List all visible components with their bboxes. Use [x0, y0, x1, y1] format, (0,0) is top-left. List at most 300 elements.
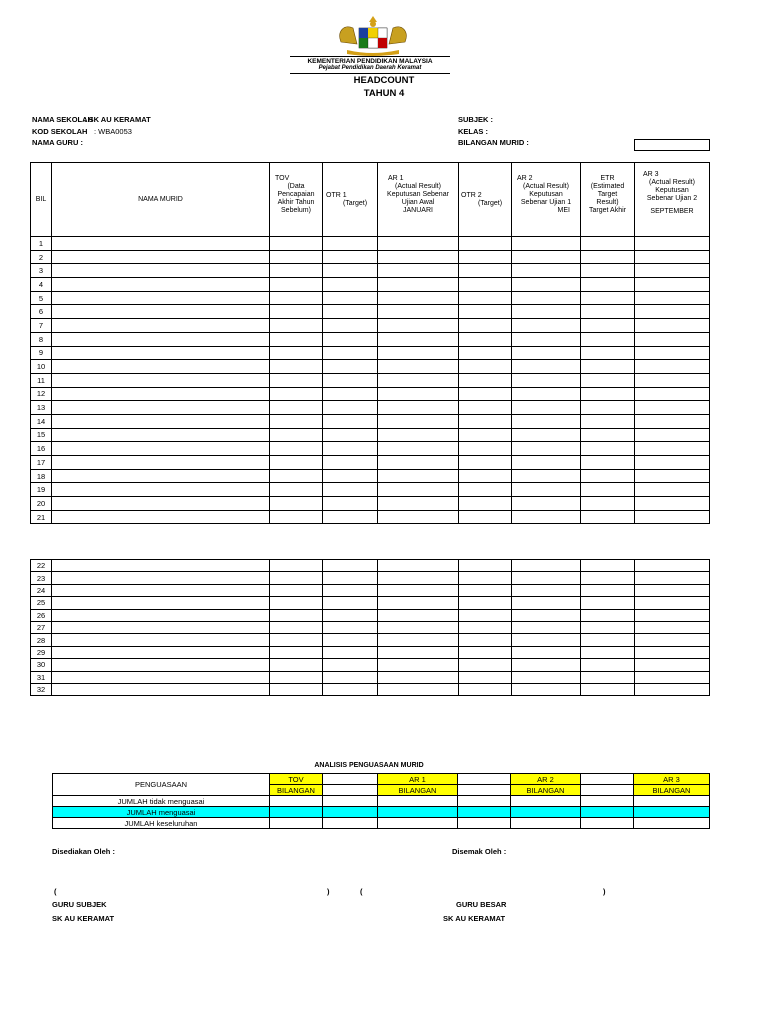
score-cell[interactable] [512, 634, 581, 646]
score-cell[interactable] [512, 497, 581, 511]
score-cell[interactable] [323, 609, 378, 621]
score-cell[interactable] [270, 584, 323, 596]
score-cell[interactable] [459, 469, 512, 483]
analysis-cell[interactable] [270, 796, 323, 807]
score-cell[interactable] [635, 428, 710, 442]
score-cell[interactable] [459, 609, 512, 621]
headcount-table-a [30, 162, 710, 524]
student-name-cell[interactable] [52, 621, 270, 633]
score-cell[interactable] [378, 497, 459, 511]
score-cell[interactable] [270, 428, 323, 442]
table-row [31, 584, 710, 596]
score-cell[interactable] [270, 346, 323, 360]
student-name-cell[interactable] [52, 646, 270, 658]
score-cell[interactable] [512, 291, 581, 305]
score-cell[interactable] [581, 597, 635, 609]
score-cell[interactable] [459, 346, 512, 360]
score-cell[interactable] [635, 560, 710, 572]
score-cell[interactable] [635, 442, 710, 456]
student-name-cell[interactable] [52, 497, 270, 511]
score-cell[interactable] [459, 414, 512, 428]
score-cell[interactable] [512, 469, 581, 483]
score-cell[interactable] [459, 659, 512, 671]
student-name-cell[interactable] [52, 510, 270, 524]
score-cell[interactable] [459, 497, 512, 511]
score-cell[interactable] [581, 671, 635, 683]
score-cell[interactable] [270, 483, 323, 497]
score-cell[interactable] [635, 346, 710, 360]
score-cell[interactable] [635, 497, 710, 511]
score-cell[interactable] [512, 442, 581, 456]
score-cell[interactable] [635, 387, 710, 401]
score-cell[interactable] [581, 609, 635, 621]
student-count-field[interactable] [634, 139, 710, 151]
score-cell[interactable] [512, 250, 581, 264]
score-cell[interactable] [270, 237, 323, 251]
score-cell[interactable] [581, 456, 635, 470]
score-cell[interactable] [459, 428, 512, 442]
score-cell[interactable] [581, 497, 635, 511]
student-name-cell[interactable] [52, 671, 270, 683]
score-cell[interactable] [512, 609, 581, 621]
score-cell[interactable] [581, 646, 635, 658]
score-cell[interactable] [378, 250, 459, 264]
score-cell[interactable] [270, 510, 323, 524]
analysis-cell[interactable] [378, 807, 458, 818]
analysis-cell[interactable] [378, 796, 458, 807]
student-name-cell[interactable] [52, 597, 270, 609]
score-cell[interactable] [512, 346, 581, 360]
score-cell[interactable] [459, 510, 512, 524]
student-name-cell[interactable] [52, 401, 270, 415]
score-cell[interactable] [459, 560, 512, 572]
analysis-cell[interactable] [458, 774, 511, 785]
score-cell[interactable] [581, 414, 635, 428]
score-cell[interactable] [581, 621, 635, 633]
student-name-cell[interactable] [52, 560, 270, 572]
score-cell[interactable] [378, 560, 459, 572]
analysis-cell[interactable] [634, 818, 710, 829]
score-cell[interactable] [378, 510, 459, 524]
score-cell[interactable] [270, 597, 323, 609]
score-cell[interactable] [323, 634, 378, 646]
score-cell[interactable] [378, 584, 459, 596]
col-otr1-line: (Target) [342, 199, 368, 207]
score-cell[interactable] [635, 634, 710, 646]
score-cell[interactable] [378, 278, 459, 292]
score-cell[interactable] [270, 621, 323, 633]
score-cell[interactable] [270, 278, 323, 292]
student-name-cell[interactable] [52, 584, 270, 596]
score-cell[interactable] [512, 387, 581, 401]
score-cell[interactable] [635, 305, 710, 319]
score-cell[interactable] [635, 264, 710, 278]
student-name-cell[interactable] [52, 237, 270, 251]
score-cell[interactable] [323, 597, 378, 609]
analysis-cell[interactable] [323, 818, 378, 829]
score-cell[interactable] [323, 560, 378, 572]
score-cell[interactable] [323, 360, 378, 374]
score-cell[interactable] [635, 621, 710, 633]
score-cell[interactable] [270, 414, 323, 428]
score-cell[interactable] [581, 250, 635, 264]
score-cell[interactable] [378, 387, 459, 401]
score-cell[interactable] [512, 360, 581, 374]
score-cell[interactable] [635, 659, 710, 671]
score-cell[interactable] [378, 609, 459, 621]
score-cell[interactable] [378, 346, 459, 360]
score-cell[interactable] [323, 305, 378, 319]
score-cell[interactable] [581, 634, 635, 646]
score-cell[interactable] [323, 659, 378, 671]
score-cell[interactable] [635, 401, 710, 415]
score-cell[interactable] [378, 442, 459, 456]
score-cell[interactable] [512, 572, 581, 584]
score-cell[interactable] [378, 683, 459, 695]
score-cell[interactable] [270, 634, 323, 646]
score-cell[interactable] [581, 442, 635, 456]
score-cell[interactable] [635, 373, 710, 387]
score-cell[interactable] [323, 346, 378, 360]
analysis-cell[interactable] [511, 796, 581, 807]
score-cell[interactable] [459, 646, 512, 658]
score-cell[interactable] [512, 278, 581, 292]
analysis-cell[interactable] [323, 807, 378, 818]
score-cell[interactable] [270, 609, 323, 621]
analysis-cell[interactable] [323, 796, 378, 807]
score-cell[interactable] [323, 237, 378, 251]
score-cell[interactable] [459, 305, 512, 319]
score-cell[interactable] [459, 373, 512, 387]
score-cell[interactable] [581, 659, 635, 671]
analysis-cell[interactable] [323, 774, 378, 785]
score-cell[interactable] [635, 646, 710, 658]
score-cell[interactable] [512, 659, 581, 671]
score-cell[interactable] [459, 250, 512, 264]
score-cell[interactable] [635, 250, 710, 264]
score-cell[interactable] [459, 483, 512, 497]
score-cell[interactable] [512, 319, 581, 333]
score-cell[interactable] [378, 469, 459, 483]
score-cell[interactable] [635, 469, 710, 483]
student-name-cell[interactable] [52, 305, 270, 319]
score-cell[interactable] [270, 442, 323, 456]
score-cell[interactable] [270, 401, 323, 415]
score-cell[interactable] [270, 305, 323, 319]
student-name-cell[interactable] [52, 428, 270, 442]
score-cell[interactable] [378, 414, 459, 428]
score-cell[interactable] [581, 428, 635, 442]
student-name-cell[interactable] [52, 387, 270, 401]
student-name-cell[interactable] [52, 291, 270, 305]
score-cell[interactable] [378, 428, 459, 442]
score-cell[interactable] [459, 278, 512, 292]
student-name-cell[interactable] [52, 319, 270, 333]
score-cell[interactable] [378, 646, 459, 658]
score-cell[interactable] [378, 621, 459, 633]
score-cell[interactable] [581, 469, 635, 483]
score-cell[interactable] [581, 264, 635, 278]
analysis-cell[interactable] [270, 818, 323, 829]
page-title: HEADCOUNT [353, 75, 415, 86]
score-cell[interactable] [581, 373, 635, 387]
analysis-cell[interactable] [581, 774, 634, 785]
col-tov-line: (Data [287, 183, 305, 190]
score-cell[interactable] [323, 428, 378, 442]
score-cell[interactable] [635, 291, 710, 305]
analysis-cell[interactable] [458, 785, 511, 796]
score-cell[interactable] [323, 683, 378, 695]
student-name-cell[interactable] [52, 360, 270, 374]
student-name-cell[interactable] [52, 572, 270, 584]
analysis-cell[interactable] [458, 796, 511, 807]
analysis-cell[interactable] [511, 818, 581, 829]
analysis-cell[interactable] [270, 807, 323, 818]
score-cell[interactable] [459, 360, 512, 374]
score-cell[interactable] [512, 456, 581, 470]
score-cell[interactable] [459, 332, 512, 346]
score-cell[interactable] [323, 387, 378, 401]
student-name-cell[interactable] [52, 346, 270, 360]
score-cell[interactable] [323, 572, 378, 584]
score-cell[interactable] [635, 456, 710, 470]
score-cell[interactable] [378, 305, 459, 319]
score-cell[interactable] [581, 305, 635, 319]
page-subtitle: TAHUN 4 [363, 88, 405, 99]
score-cell[interactable] [270, 373, 323, 387]
score-cell[interactable] [512, 584, 581, 596]
score-cell[interactable] [323, 483, 378, 497]
score-cell[interactable] [378, 332, 459, 346]
score-cell[interactable] [512, 305, 581, 319]
score-cell[interactable] [512, 646, 581, 658]
student-name-cell[interactable] [52, 264, 270, 278]
analysis-cell[interactable] [581, 818, 634, 829]
analysis-cell[interactable] [378, 818, 458, 829]
score-cell[interactable] [459, 683, 512, 695]
score-cell[interactable] [323, 264, 378, 278]
score-cell[interactable] [323, 332, 378, 346]
score-cell[interactable] [635, 572, 710, 584]
score-cell[interactable] [323, 510, 378, 524]
score-cell[interactable] [378, 634, 459, 646]
score-cell[interactable] [270, 456, 323, 470]
analysis-cell[interactable] [634, 796, 710, 807]
score-cell[interactable] [270, 360, 323, 374]
score-cell[interactable] [270, 497, 323, 511]
score-cell[interactable] [512, 264, 581, 278]
score-cell[interactable] [323, 646, 378, 658]
score-cell[interactable] [512, 683, 581, 695]
score-cell[interactable] [459, 621, 512, 633]
score-cell[interactable] [581, 560, 635, 572]
score-cell[interactable] [270, 469, 323, 483]
score-cell[interactable] [459, 237, 512, 251]
score-cell[interactable] [581, 510, 635, 524]
score-cell[interactable] [270, 250, 323, 264]
score-cell[interactable] [459, 597, 512, 609]
score-cell[interactable] [378, 237, 459, 251]
score-cell[interactable] [270, 683, 323, 695]
score-cell[interactable] [459, 671, 512, 683]
score-cell[interactable] [459, 572, 512, 584]
score-cell[interactable] [378, 671, 459, 683]
score-cell[interactable] [323, 373, 378, 387]
score-cell[interactable] [635, 360, 710, 374]
score-cell[interactable] [581, 683, 635, 695]
analysis-cell[interactable] [511, 807, 581, 818]
student-name-cell[interactable] [52, 659, 270, 671]
score-cell[interactable] [512, 483, 581, 497]
score-cell[interactable] [378, 483, 459, 497]
score-cell[interactable] [459, 387, 512, 401]
score-cell[interactable] [323, 584, 378, 596]
score-cell[interactable] [459, 291, 512, 305]
score-cell[interactable] [378, 456, 459, 470]
score-cell[interactable] [459, 319, 512, 333]
analysis-cell[interactable] [581, 807, 634, 818]
student-name-cell[interactable] [52, 332, 270, 346]
score-cell[interactable] [581, 483, 635, 497]
score-cell[interactable] [635, 671, 710, 683]
score-cell[interactable] [323, 401, 378, 415]
score-cell[interactable] [512, 510, 581, 524]
score-cell[interactable] [270, 671, 323, 683]
score-cell[interactable] [581, 572, 635, 584]
score-cell[interactable] [581, 278, 635, 292]
score-cell[interactable] [323, 250, 378, 264]
score-cell[interactable] [581, 332, 635, 346]
score-cell[interactable] [270, 332, 323, 346]
score-cell[interactable] [270, 572, 323, 584]
score-cell[interactable] [378, 319, 459, 333]
score-cell[interactable] [323, 456, 378, 470]
student-name-cell[interactable] [52, 278, 270, 292]
score-cell[interactable] [270, 646, 323, 658]
score-cell[interactable] [270, 560, 323, 572]
col-ar1-line: Keputusan Sebenar [387, 191, 449, 198]
student-name-cell[interactable] [52, 483, 270, 497]
col-otr2-line: (Target) [477, 199, 503, 207]
score-cell[interactable] [378, 401, 459, 415]
student-name-cell[interactable] [52, 609, 270, 621]
score-cell[interactable] [378, 572, 459, 584]
score-cell[interactable] [581, 360, 635, 374]
table-row [31, 572, 710, 584]
score-cell[interactable] [512, 332, 581, 346]
score-cell[interactable] [270, 319, 323, 333]
score-cell[interactable] [581, 401, 635, 415]
score-cell[interactable] [512, 401, 581, 415]
score-cell[interactable] [512, 414, 581, 428]
score-cell[interactable] [270, 264, 323, 278]
score-cell[interactable] [581, 584, 635, 596]
student-name-cell[interactable] [52, 683, 270, 695]
score-cell[interactable] [635, 483, 710, 497]
col-otr1-line: OTR 1 [326, 191, 347, 199]
student-name-cell[interactable] [52, 634, 270, 646]
score-cell[interactable] [635, 278, 710, 292]
score-cell[interactable] [378, 659, 459, 671]
row-number: 18 [31, 469, 52, 483]
score-cell[interactable] [635, 584, 710, 596]
score-cell[interactable] [635, 597, 710, 609]
score-cell[interactable] [512, 428, 581, 442]
score-cell[interactable] [459, 584, 512, 596]
score-cell[interactable] [270, 291, 323, 305]
score-cell[interactable] [378, 291, 459, 305]
score-cell[interactable] [323, 291, 378, 305]
analysis-cell[interactable] [458, 818, 511, 829]
student-name-cell[interactable] [52, 456, 270, 470]
score-cell[interactable] [323, 497, 378, 511]
student-name-cell[interactable] [52, 442, 270, 456]
score-cell[interactable] [635, 414, 710, 428]
score-cell[interactable] [378, 264, 459, 278]
analysis-cell[interactable] [634, 807, 710, 818]
score-cell[interactable] [581, 387, 635, 401]
table-row [31, 360, 710, 374]
score-cell[interactable] [323, 319, 378, 333]
score-cell[interactable] [459, 401, 512, 415]
score-cell[interactable] [323, 414, 378, 428]
score-cell[interactable] [635, 609, 710, 621]
student-name-cell[interactable] [52, 373, 270, 387]
score-cell[interactable] [512, 597, 581, 609]
score-cell[interactable] [635, 510, 710, 524]
score-cell[interactable] [512, 237, 581, 251]
score-cell[interactable] [635, 237, 710, 251]
score-cell[interactable] [378, 597, 459, 609]
score-cell[interactable] [459, 442, 512, 456]
analysis-cell[interactable] [581, 785, 634, 796]
score-cell[interactable] [581, 346, 635, 360]
score-cell[interactable] [459, 264, 512, 278]
score-cell[interactable] [512, 621, 581, 633]
score-cell[interactable] [323, 621, 378, 633]
prepared-by-label: Disediakan Oleh : [52, 847, 115, 856]
score-cell[interactable] [581, 319, 635, 333]
score-cell[interactable] [512, 671, 581, 683]
right-school-name: SK AU KERAMAT [443, 914, 506, 923]
score-cell[interactable] [323, 671, 378, 683]
analysis-cell[interactable] [581, 796, 634, 807]
score-cell[interactable] [635, 332, 710, 346]
score-cell[interactable] [323, 278, 378, 292]
score-cell[interactable] [581, 291, 635, 305]
student-name-cell[interactable] [52, 469, 270, 483]
score-cell[interactable] [323, 442, 378, 456]
score-cell[interactable] [323, 469, 378, 483]
score-cell[interactable] [270, 387, 323, 401]
score-cell[interactable] [459, 456, 512, 470]
score-cell[interactable] [459, 634, 512, 646]
analysis-cell[interactable] [458, 807, 511, 818]
score-cell[interactable] [512, 560, 581, 572]
score-cell[interactable] [581, 237, 635, 251]
score-cell[interactable] [378, 360, 459, 374]
score-cell[interactable] [378, 373, 459, 387]
score-cell[interactable] [635, 319, 710, 333]
analysis-cell[interactable] [323, 785, 378, 796]
table-row [31, 346, 710, 360]
score-cell[interactable] [270, 659, 323, 671]
left-school-name: SK AU KERAMAT [52, 914, 115, 923]
score-cell[interactable] [512, 373, 581, 387]
student-name-cell[interactable] [52, 414, 270, 428]
score-cell[interactable] [635, 683, 710, 695]
student-name-cell[interactable] [52, 250, 270, 264]
